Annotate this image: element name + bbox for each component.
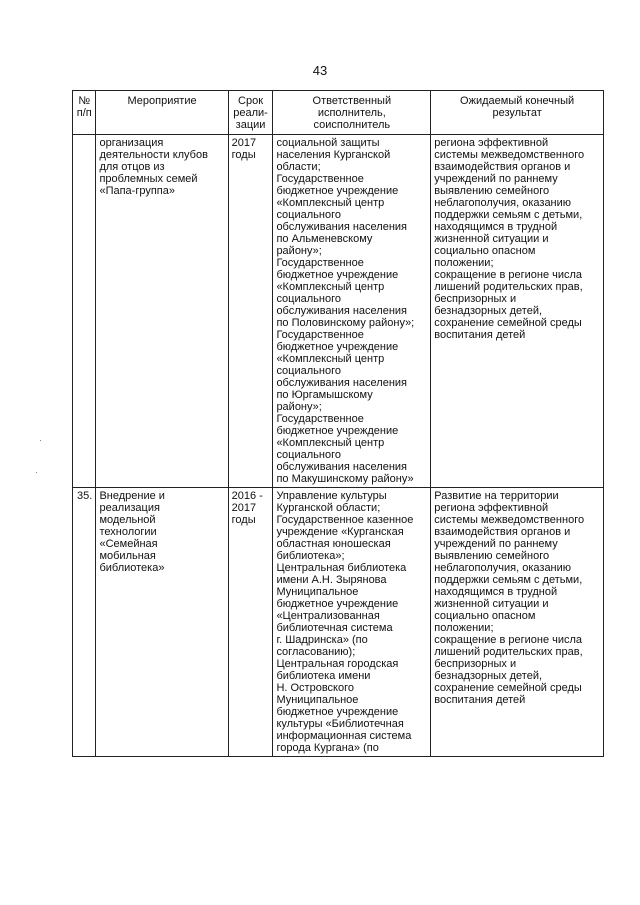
cell-num: 35.: [73, 488, 96, 757]
cell-result: региона эффективной системы межведомственного взаимодействия органов и учреждений по раннему выявлению семейного неблагополучия, оказанию поддержки семьям с детьми, находящимся в трудной жизненной ситуации и социально опасном положении; сокращение в регионе числа лишений родительских прав, беспризорных и безнадзорных детей, сохранение семейной среды воспитания детей: [431, 135, 604, 488]
measures-table: [72, 90, 604, 757]
cell-term: 2016 - 2017 годы: [228, 488, 273, 757]
header-term: Срок реали- зации: [228, 91, 273, 135]
scan-speck: [36, 472, 37, 473]
table-row: [73, 488, 604, 757]
header-event: Мероприятие: [96, 91, 228, 135]
cell-responsible: социальной защиты населения Курганской области; Государственное бюджетное учреждение «Комплексный центр социального обслуживания населения по Альменевскому району»; Государственное бюджетное учреждение «Комплексный центр социального обслуживания населения по Половинскому району»; Государственное бюджетное учреждение «Комплексный центр социального обслуживания населения по Юргамышскому району»; Государственное бюджетное учреждение «Комплексный центр социального обслуживания населения по Макушинскому району»: [273, 135, 431, 488]
cell-event: организация деятельности клубов для отцов из проблемных семей «Папа-группа»: [96, 135, 228, 488]
page-number: 43: [312, 63, 328, 78]
cell-result: Развитие на территории региона эффективной системы межведомственного взаимодействия органов и учреждений по раннему выявлению семейного неблагополучия, оказанию поддержки семьям с детьми, находящимся в трудной жизненной ситуации и социально опасном положении; сокращение в регионе числа лишений родительских прав, беспризорных и безнадзорных детей, сохранение семейной среды воспитания детей: [431, 488, 604, 757]
cell-term: 2017 годы: [228, 135, 273, 488]
cell-event: Внедрение и реализация модельной технологии «Семейная мобильная библиотека»: [96, 488, 228, 757]
header-result: Ожидаемый конечный результат: [431, 91, 604, 135]
scan-speck: [40, 440, 41, 441]
header-number: № п/п: [73, 91, 96, 135]
header-responsible: Ответственный исполнитель, соисполнитель: [273, 91, 431, 135]
cell-num: [73, 135, 96, 488]
table-header-row: [73, 91, 604, 135]
cell-responsible: Управление культуры Курганской области; Государственное казенное учреждение «Курганская областная юношеская библиотека»; Центральная библиотека имени А.Н. Зырянова Муниципальное бюджетное учреждение «Централизованная библиотечная система г. Шадринска» (по согласованию); Центральная городская библиотека имени Н. Островского Муниципальное бюджетное учреждение культуры «Библиотечная информационная система города Кургана» (по: [273, 488, 431, 757]
table-row: [73, 135, 604, 488]
